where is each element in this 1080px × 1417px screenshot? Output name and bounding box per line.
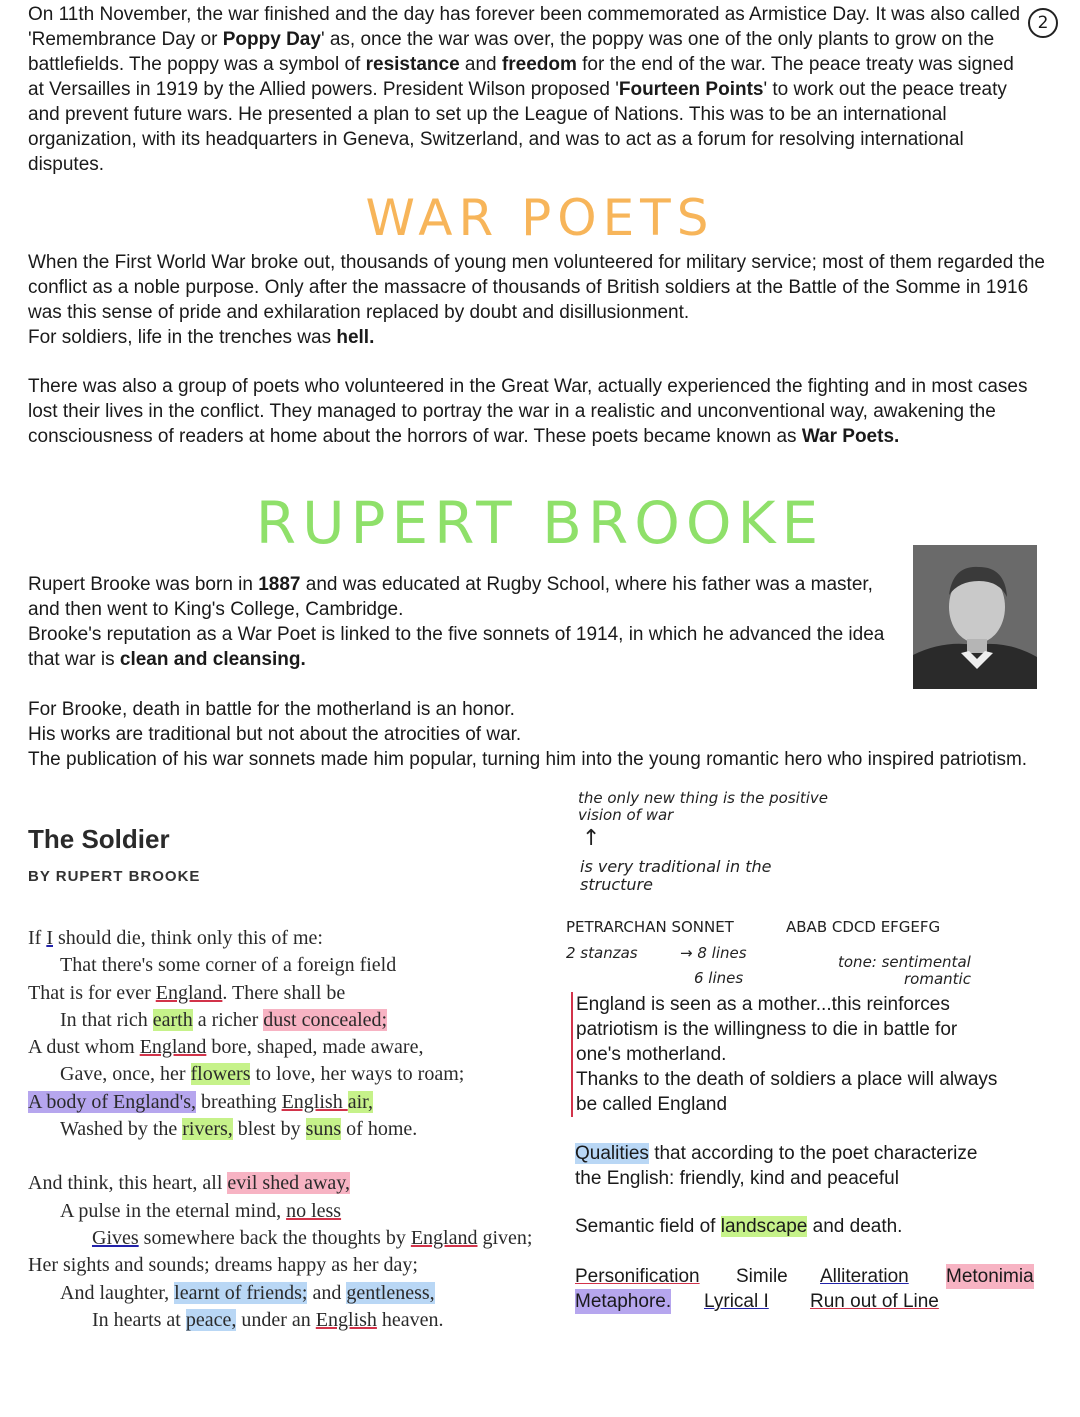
poem-body xyxy=(28,925,568,1334)
brooke-reputation-paragraph: Brooke's reputation as a War Poet is linked to the five sonnets of 1914, in which he advanced the idea that war is clean and cleansing. xyxy=(28,624,885,670)
poem-line-10: A pulse in the eternal mind, no less xyxy=(60,1199,342,1222)
device-alliteration: Alliteration xyxy=(820,1266,909,1287)
poem-line-3: That is for ever England. There shall be xyxy=(28,981,346,1004)
poem-line-1: If I should die, think only this of me: xyxy=(28,927,323,949)
poem-line-9: And think, this heart, all evil shed away, xyxy=(28,1172,350,1195)
poem-line-14: In hearts at peace, under an English heaven. xyxy=(92,1308,444,1331)
poem-title: The Soldier xyxy=(28,824,170,854)
rupert-brooke-heading: RUPERT BROOKE xyxy=(255,489,825,557)
poem-line-11: Gives somewhere back the thoughts by England given; xyxy=(92,1226,533,1249)
motherland-note: England is seen as a mother...this reinforces patriotism is the willingness to die in battle for one's motherland. Thanks to the death of soldiers a place will always be called England xyxy=(571,992,1066,1117)
brooke-traditional-line: His works are traditional but not about the atrocities of war. xyxy=(28,724,522,745)
poem-line-8: Washed by the rivers, blest by suns of home. xyxy=(60,1118,418,1141)
brooke-bio-paragraph: Rupert Brooke was born in 1887 and was educated at Rugby School, where his father was a master, and then went to King's College, Cambridge. xyxy=(28,574,873,620)
armistice-paragraph: On 11th November, the war finished and the day has forever been commemorated as Armistice Day. It was also called 'Remembrance Day or Poppy Day' as, once the war was over, the poppy was one of the only plants to grow on the battlefields. The poppy was a symbol of resistance and freedom for the end of the war. The peace treaty was signed at Versailles in 1919 by the Allied powers. President Wilson proposed 'Fourteen Points' to work out the peace treaty and prevent future wars. He presented a plan to set up the League of Nations. This was to be an international organization, with its headquarters in Geneva, Switzerland, and was to act as a forum for resolving international disputes. xyxy=(28,4,1021,175)
poem-line-2: That there's some corner of a foreign field xyxy=(60,954,397,977)
war-poets-paragraph-2: For soldiers, life in the trenches was hell. xyxy=(28,327,375,348)
qualities-note: Qualities that according to the poet characterize the English: friendly, kind and peaceful xyxy=(575,1143,978,1189)
device-simile: Simile xyxy=(736,1266,788,1287)
stanzas-note: 2 stanzas xyxy=(566,944,638,962)
poem-line-6: Gave, once, her flowers to love, her ways to roam; xyxy=(60,1063,465,1086)
device-lyrical-i: Lyrical I xyxy=(704,1291,769,1312)
arrow-up-icon: ↑ xyxy=(582,826,601,851)
war-poets-paragraph-3: There was also a group of poets who volunteered in the Great War, actually experienced the fighting and in most cases lost their lives in the conflict. They managed to portray the war in a realistic and unconventional way, awakening the consciousness of readers at home about the horrors of war. These poets became known as War Poets. xyxy=(28,376,1028,447)
poem-author: BY RUPERT BROOKE xyxy=(28,868,201,885)
semantic-field-note: Semantic field of landscape and death. xyxy=(575,1216,903,1237)
device-metonimia: Metonimia xyxy=(946,1266,1034,1287)
six-lines-note: 6 lines xyxy=(694,969,744,987)
page-number: 2 xyxy=(1028,8,1058,38)
device-personification: Personification xyxy=(575,1266,700,1287)
note-traditional-structure: is very traditional in the structure xyxy=(580,857,772,894)
tone-note: tone: sentimental romantic xyxy=(838,953,971,988)
poem-line-12: Her sights and sounds; dreams happy as her day; xyxy=(28,1254,418,1277)
rupert-brooke-portrait xyxy=(913,545,1037,689)
poem-line-5: A dust whom England bore, shaped, made aware, xyxy=(28,1036,424,1059)
war-poets-heading: WAR POETS xyxy=(365,189,715,247)
brooke-honor-line: For Brooke, death in battle for the motherland is an honor. xyxy=(28,699,515,720)
device-run-out-of-line: Run out of Line xyxy=(810,1291,939,1312)
rhyme-scheme: ABAB CDCD EFGEFG xyxy=(786,918,941,936)
war-poets-paragraph-1: When the First World War broke out, thousands of young men volunteered for military service; most of them regarded the conflict as a noble purpose. Only after the massacre of thousands of British soldiers at the Battle of the Somme in 1916 was this sense of pride and exhilaration replaced by doubt and disillusionment. xyxy=(28,252,1045,323)
poem-line-4: In that rich earth a richer dust concealed; xyxy=(60,1008,388,1031)
note-positive-vision: the only new thing is the positive vision of war xyxy=(578,789,828,824)
device-metaphore: Metaphore. xyxy=(575,1291,672,1312)
brooke-popularity-paragraph: The publication of his war sonnets made him popular, turning him into the young romantic hero who inspired patriotism. xyxy=(28,749,1028,770)
poem-line-13: And laughter, learnt of friends; and gentleness, xyxy=(60,1281,435,1304)
eight-lines-note: → 8 lines xyxy=(680,944,747,962)
petrarchan-sonnet-label: PETRARCHAN SONNET xyxy=(566,918,734,936)
poem-line-7: A body of England's, breathing English air, xyxy=(28,1090,373,1113)
